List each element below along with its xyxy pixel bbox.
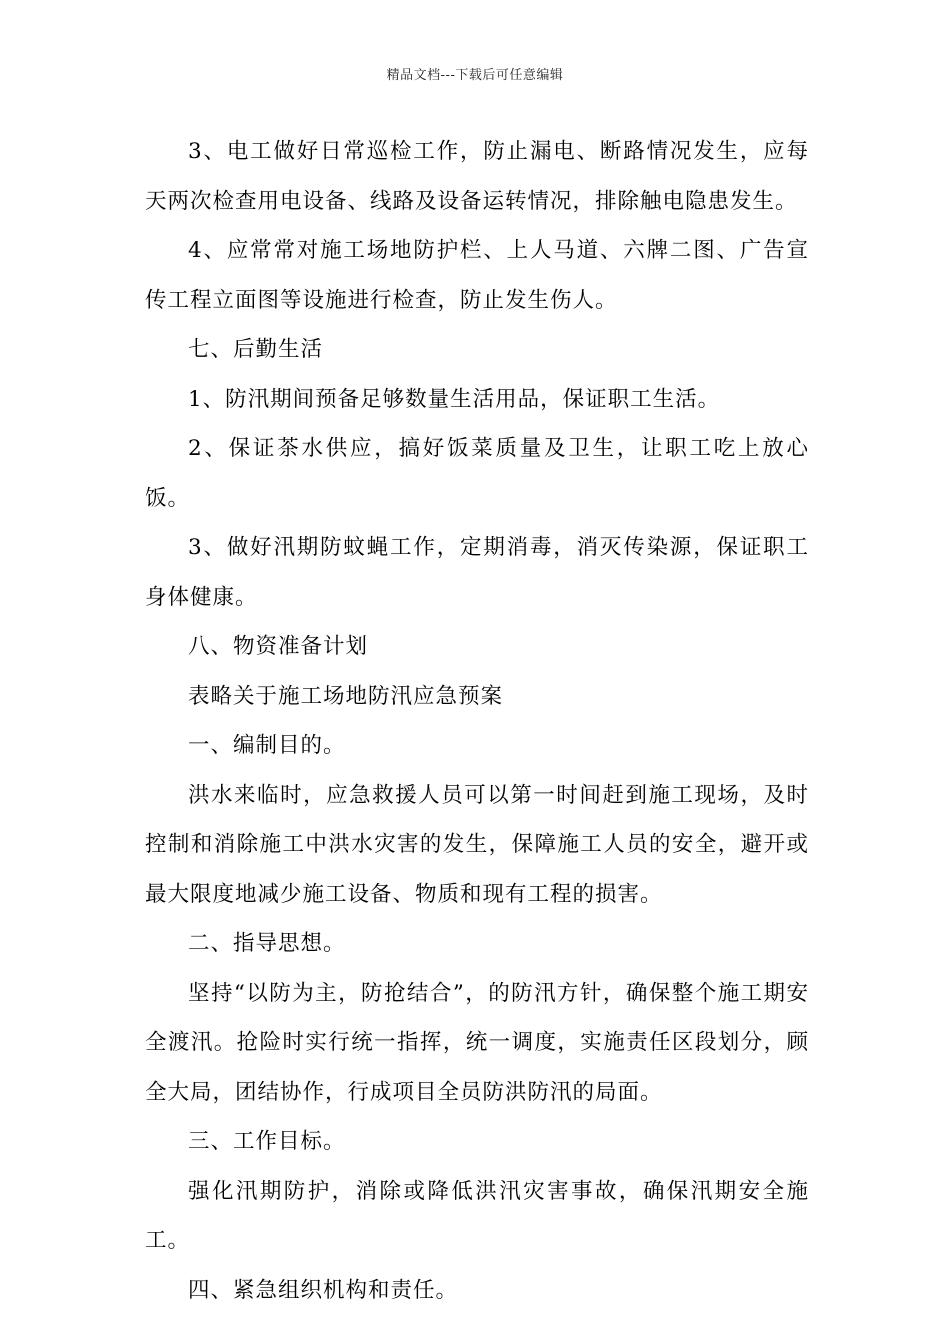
paragraph-site-facility-check: 4、应常常对施工场地防护栏、上人马道、六牌二图、广告宣传工程立面图等设施进行检查，防止发生伤人。 <box>145 238 809 313</box>
heading-purpose: 一、编制目的。 <box>188 733 346 758</box>
paragraph-purpose-body: 洪水来临时，应急救援人员可以第一时间赶到施工现场，及时控制和消除施工中洪水灾害的发生，保障施工人员的安全，避开或最大限度地减少施工设备、物质和现有工程的损害。 <box>145 782 809 907</box>
paragraph-table-omitted: 表略关于施工场地防汛应急预案 <box>188 683 504 709</box>
heading-logistics: 七、后勤生活 <box>188 337 324 362</box>
paragraph-supplies: 1、防汛期间预备足够数量生活用品，保证职工生活。 <box>188 386 721 412</box>
paragraph-mosquito-control: 3、做好汛期防蚊蝇工作，定期消毒，消灭传染源，保证职工身体健康。 <box>145 535 809 610</box>
paragraph-tea-water: 2、保证茶水供应，搞好饭菜质量及卫生，让职工吃上放心饭。 <box>145 436 809 511</box>
paragraph-electrician-inspection: 3、电工做好日常巡检工作，防止漏电、断路情况发生，应每天两次检查用电设备、线路及设备运转情况，排除触电隐患发生。 <box>145 139 809 214</box>
heading-emergency-organization: 四、紧急组织机构和责任。 <box>188 1277 459 1303</box>
heading-material-plan: 八、物资准备计划 <box>188 634 369 659</box>
heading-work-goal: 三、工作目标。 <box>188 1129 346 1154</box>
page-header: 精品文档---下载后可任意编辑 <box>386 68 564 83</box>
document-body <box>145 127 809 1315</box>
paragraph-work-goal-body: 强化汛期防护，消除或降低洪汛灾害事故，确保汛期安全施工。 <box>145 1178 809 1253</box>
heading-guiding-idea: 二、指导思想。 <box>188 931 346 956</box>
paragraph-guiding-idea-body: 坚持“以防为主，防抢结合”，的防汛方针，确保整个施工期安全渡汛。抢险时实行统一指挥，统一调度，实施责任区段划分，顾全大局，团结协作，行成项目全员防洪防汛的局面。 <box>145 980 809 1105</box>
